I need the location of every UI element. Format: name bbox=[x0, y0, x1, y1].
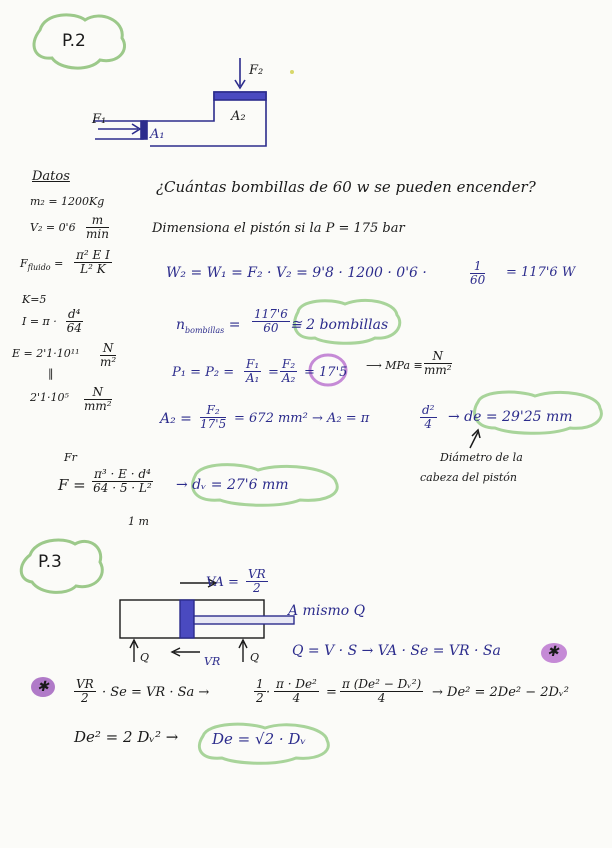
datos-v2-unit: m min bbox=[86, 213, 109, 241]
datos-k: K=5 bbox=[22, 293, 47, 306]
va-fraction: $\frac{VR}{2}$ bbox=[248, 567, 266, 595]
line2-result: De = √2 · Dᵥ bbox=[212, 730, 307, 748]
p3-label: P.3 bbox=[38, 552, 62, 572]
note-line-2: cabeza del pistón bbox=[420, 471, 518, 484]
q-left-label: Q bbox=[140, 651, 150, 664]
datos-i-fraction: $\frac{\text{d⁴}}{64}$ bbox=[66, 307, 82, 335]
datos-e1-unit: $\frac{N}{\text{m²}}$ bbox=[100, 341, 117, 369]
question-text: ¿Cuántas bombillas de 60 w se pueden encender? bbox=[156, 178, 536, 196]
area-middle: = 672 mm² → A₂ = π bbox=[234, 411, 370, 426]
datos-eq-sign: ‖ bbox=[48, 367, 54, 380]
pressure-f1-fraction: $\frac{\text{F₁}}{\text{A₁}}$ bbox=[245, 357, 260, 385]
note-line-1: Diámetro de la bbox=[440, 451, 523, 464]
line1-star: ✱ bbox=[37, 679, 49, 695]
a-mismo-text: A mismo Q bbox=[288, 603, 366, 619]
area-fraction: $\frac{\text{F₂}}{17'5}$ bbox=[200, 403, 227, 431]
line2-left: De² = 2 Dᵥ² → bbox=[74, 728, 179, 746]
line1-e: = bbox=[326, 685, 337, 700]
n-result: ≅ 2 bombillas bbox=[290, 317, 389, 333]
diagram-f2-label: F₂ bbox=[249, 63, 264, 78]
datos-title: Datos bbox=[32, 169, 70, 184]
line1-g: → De² = 2De² − 2Dᵥ² bbox=[432, 685, 570, 700]
power-fraction: $\frac{1}{60}$ bbox=[470, 259, 486, 287]
line1-b: · Se = VR · Sa → bbox=[102, 685, 210, 700]
line1-dot: · bbox=[266, 685, 271, 700]
line1-a-fraction: $\frac{VR}{2}$ bbox=[76, 677, 94, 705]
power-result: = 117'6 W bbox=[506, 265, 576, 280]
pressure-left: P₁ = P₂ = bbox=[172, 365, 235, 380]
diagram-a1-label: A₁ bbox=[150, 127, 165, 142]
force-result: → dᵥ = 27'6 mm bbox=[176, 477, 289, 493]
datos-m2: m₂ = 1200Kg bbox=[30, 195, 105, 208]
datos-f-label: $F_{fluido}$ = bbox=[20, 257, 64, 273]
flow-equation: Q = V · S → VA · Se = VR · Sa bbox=[292, 643, 501, 659]
p2-hydraulic-diagram bbox=[93, 58, 266, 146]
p3-cylinder-diagram bbox=[120, 579, 294, 662]
va-text: VA = bbox=[206, 575, 239, 590]
pressure-f2-fraction: $\frac{\text{F₂}}{\text{A₂}}$ bbox=[281, 357, 296, 385]
pressure-result: = 17'5 bbox=[304, 365, 348, 380]
datos-v2: V₂ = 0'6 bbox=[30, 221, 76, 234]
speck bbox=[290, 70, 294, 74]
force-left: F = bbox=[58, 476, 86, 494]
fr-label: Fr bbox=[64, 451, 77, 464]
q-right-label: Q bbox=[250, 651, 260, 664]
diagram-a2-label: A₂ bbox=[231, 109, 246, 124]
mpa-label: ⟶ MPa ≡ bbox=[366, 359, 423, 372]
power-equation: W₂ = W₁ = F₂ · V₂ = 9'8 · 1200 · 0'6 · bbox=[166, 265, 427, 281]
star-mark: ✱ bbox=[547, 644, 559, 660]
datos-e2: 2'1·10⁵ bbox=[30, 391, 69, 404]
note-arrow bbox=[470, 430, 480, 448]
datos-f-fraction: $\frac{\text{π² E I}}{\text{L² K}}$ bbox=[76, 248, 110, 276]
area-result: → de = 29'25 mm bbox=[448, 409, 573, 425]
line1-c-fraction: $\frac{1}{2}$ bbox=[256, 677, 264, 705]
datos-e2-unit: $\frac{N}{\text{mm²}}$ bbox=[84, 385, 112, 413]
line1-d-fraction: $\frac{\text{π · De²}}{4}$ bbox=[276, 677, 317, 705]
dimension-text: Dimensiona el pistón si la P = 175 bar bbox=[152, 221, 405, 236]
vr-label: VR bbox=[204, 655, 221, 668]
area-d-fraction: $\frac{\text{d²}}{4}$ bbox=[422, 403, 435, 431]
n-fraction: $\frac{117'6}{60}$ bbox=[254, 307, 288, 335]
datos-i: I = π · bbox=[22, 315, 57, 328]
datos-e1: E = 2'1·10¹¹ bbox=[12, 347, 80, 360]
mpa-fraction: $\frac{N}{\text{mm²}}$ bbox=[424, 349, 452, 377]
area-left: A₂ = bbox=[160, 411, 192, 427]
diagram-f1-label: F₁ bbox=[92, 112, 107, 127]
line1-f-fraction: $\frac{\text{π (De² − Dᵥ²)}}{4}$ bbox=[342, 677, 422, 705]
pressure-eq-sign: = bbox=[268, 365, 279, 380]
force-fraction: $\frac{\text{π³ · E · d⁴}}{\text{64 · 5 · L²}}$ bbox=[93, 467, 152, 495]
p2-label: P.2 bbox=[62, 31, 86, 51]
n-label: $n_{bombillas}$ = bbox=[176, 317, 241, 335]
force-length: 1 m bbox=[128, 515, 149, 528]
